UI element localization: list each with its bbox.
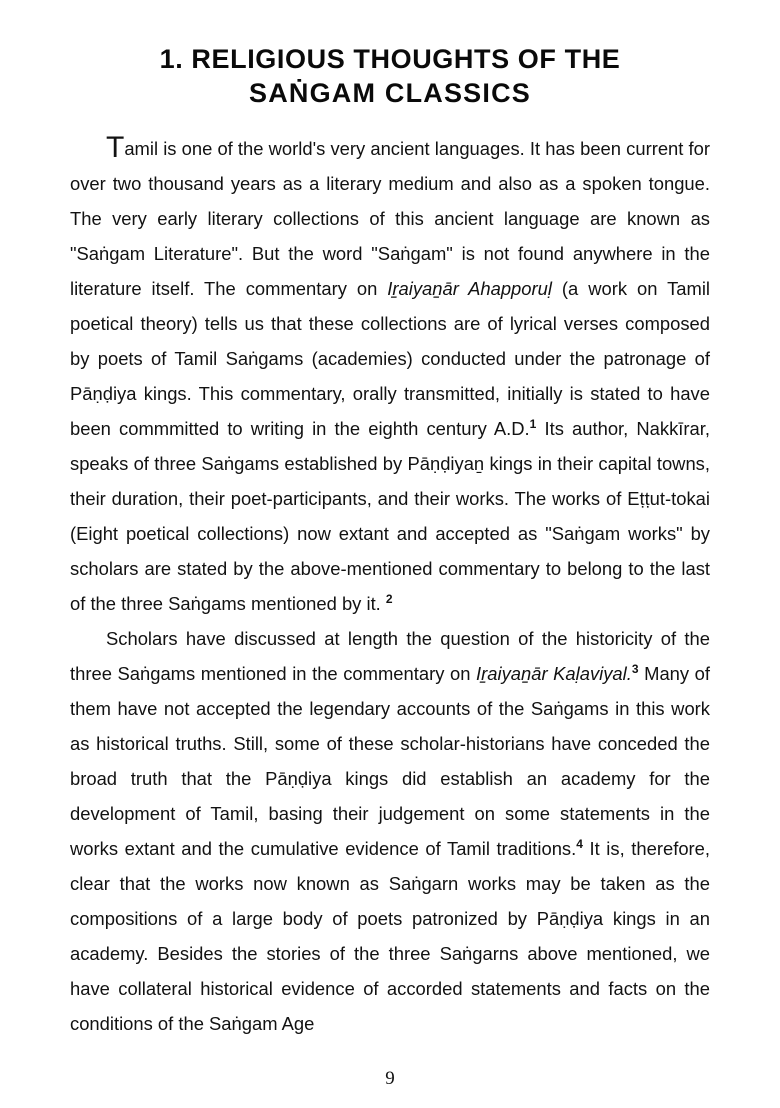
footnote-marker: 2 <box>385 592 393 606</box>
page-number: 9 <box>385 1068 395 1089</box>
page-title-line-1: 1. RELIGIOUS THOUGHTS OF THE <box>159 44 621 75</box>
text-run: Scholars have discussed at length the question of the historicity of the three Saṅgams mentioned in the commentary on <box>70 628 710 684</box>
paragraph-1 <box>70 131 710 621</box>
footnote-marker: 4 <box>576 837 583 851</box>
text-run: Many of them have not accepted the legendary accounts of the Saṅgams in this work as historical truths. Still, some of these scholar-historians have conceded the broad truth that the Pāṇḍiya kings did establish an academy for the development of Tamil, basing their judgement on some statements in the works extant and the cumulative evidence of Tamil traditions. <box>70 663 710 859</box>
text-run: amil is one of the world's very ancient languages. It has been current for over two thousand years as a literary medium and also as a spoken tongue. The very early literary collections of this ancient language are known as "Saṅgam Literature". But the word "Saṅgam" is not found anywhere in the literature itself. The commentary on <box>70 138 710 299</box>
footnote-marker: 3 <box>631 662 639 676</box>
drop-cap: T <box>106 131 125 164</box>
italic-title: Iṟaiyaṉār Kaḷaviyal. <box>476 663 632 684</box>
paragraph-lead-in <box>70 131 125 164</box>
page-title <box>70 42 710 110</box>
text-run: (a work on Tamil poetical theory) tells us that these collections are of lyrical verses composed by poets of Tamil Saṅgams (academies) conducted under the patronage of Pāṇḍiya kings. This commentary, orally transmitted, initially is stated to have been commmitted to writing in the eighth century A.D. <box>70 278 711 439</box>
text-run: It is, therefore, clear that the works now known as Saṅgarn works may be taken as the compositions of a large body of poets patronized by Pāṇḍiya kings in an academy. Besides the stories of the three Saṅgarns above mentioned, we have collateral historical evidence of accorded statements and facts on the conditions of the Saṅgam Age <box>70 838 711 1034</box>
body-text-column <box>70 131 710 1041</box>
italic-title: Iṟaiyaṉār Ahapporuḷ <box>387 278 552 299</box>
footnote-marker: 1 <box>529 417 537 431</box>
paragraph-2 <box>70 621 710 1041</box>
page-title-line-2: SAṄGAM CLASSICS <box>248 78 531 109</box>
text-run: Its author, Nakkīrar, speaks of three Saṅgams established by Pāṇḍiyaṉ kings in their capital towns, their duration, their poet-participants, and their works. The works of Eṭṭut-tokai (Eight poetical collections) now extant and accepted as "Saṅgam works" by scholars are stated by the above-mentioned commentary to belong to the last of the three Saṅgams mentioned by it. <box>70 418 710 614</box>
